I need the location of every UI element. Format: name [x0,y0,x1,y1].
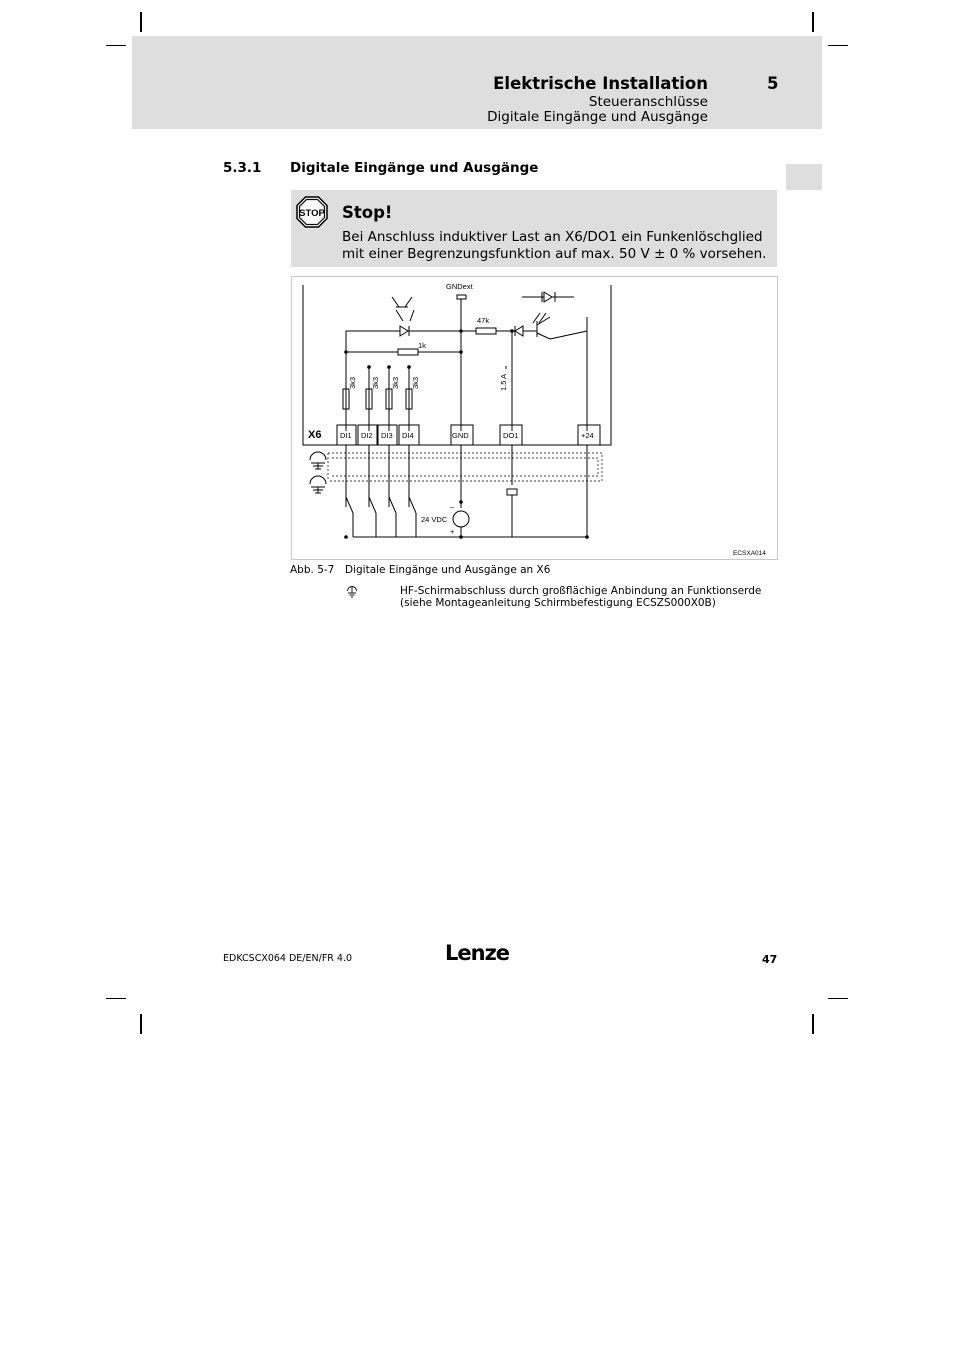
brand-logo: Lenze [445,941,510,965]
page-number: 47 [762,953,778,966]
stop-icon-label: STOP [299,208,325,219]
crop-mark [812,12,814,32]
resistor-3k3-label: 3k3 [371,376,380,389]
drawing-code: ECSXA014 [733,550,766,557]
supply-minus: – [450,502,455,511]
terminal-label: DI3 [381,431,393,440]
gndext-label: GNDext [446,282,473,291]
resistor-3k3-label: 3k3 [348,376,357,389]
connector-label: X6 [308,429,322,441]
note-text: HF-Schirmabschluss durch großflächige Anbindung an Funktionserde (siehe Montageanleitung Schirmbefestigung ECSZS000X0B) [400,585,762,609]
terminal-label: DO1 [503,431,519,440]
header-subtitle: Digitale Eingänge und Ausgänge [487,109,708,125]
chapter-tab [786,164,822,190]
crop-mark [106,45,126,46]
shield-ground-icon [346,586,358,598]
terminal-label: DI4 [402,431,414,440]
crop-mark [828,998,848,999]
terminal-label: GND [452,431,469,440]
supply-plus: + [450,527,455,536]
circuit-diagram [291,276,778,560]
terminal-label: +24 [581,431,594,440]
stop-icon [296,196,328,228]
chapter-number: 5 [767,74,779,93]
terminal-label: DI1 [340,431,352,440]
figure-caption: Digitale Eingänge und Ausgänge an X6 [345,564,551,576]
terminal-label: DI2 [361,431,373,440]
header-title: Elektrische Installation [493,74,708,93]
stop-title: Stop! [342,203,393,222]
crop-mark [140,12,142,32]
resistor-1k-label: 1k [418,341,426,350]
section-title: Digitale Eingänge und Ausgänge [290,160,539,176]
resistor-3k3-label: 3k3 [411,376,420,389]
page-header [132,36,822,129]
crop-mark [140,1014,142,1034]
crop-mark [812,1014,814,1034]
section-number: 5.3.1 [223,160,262,176]
document-id: EDKCSCX064 DE/EN/FR 4.0 [223,953,353,964]
figure-label: Abb. 5-7 [290,564,335,576]
crop-mark [106,998,126,999]
supply-label: 24 VDC [421,515,448,524]
header-subtitle: Steueranschlüsse [588,94,708,110]
resistor-3k3-label: 3k3 [391,376,400,389]
stop-warning [291,190,777,267]
resistor-47k-label: 47k [477,316,490,325]
stop-text: Bei Anschluss induktiver Last an X6/DO1 ein Funkenlöschglied mit einer Begrenzungsfunktion auf max. 50 V ± 0 % vorsehen. [342,229,767,262]
fuse-label: 1.5 A [499,373,508,391]
crop-mark [828,45,848,46]
